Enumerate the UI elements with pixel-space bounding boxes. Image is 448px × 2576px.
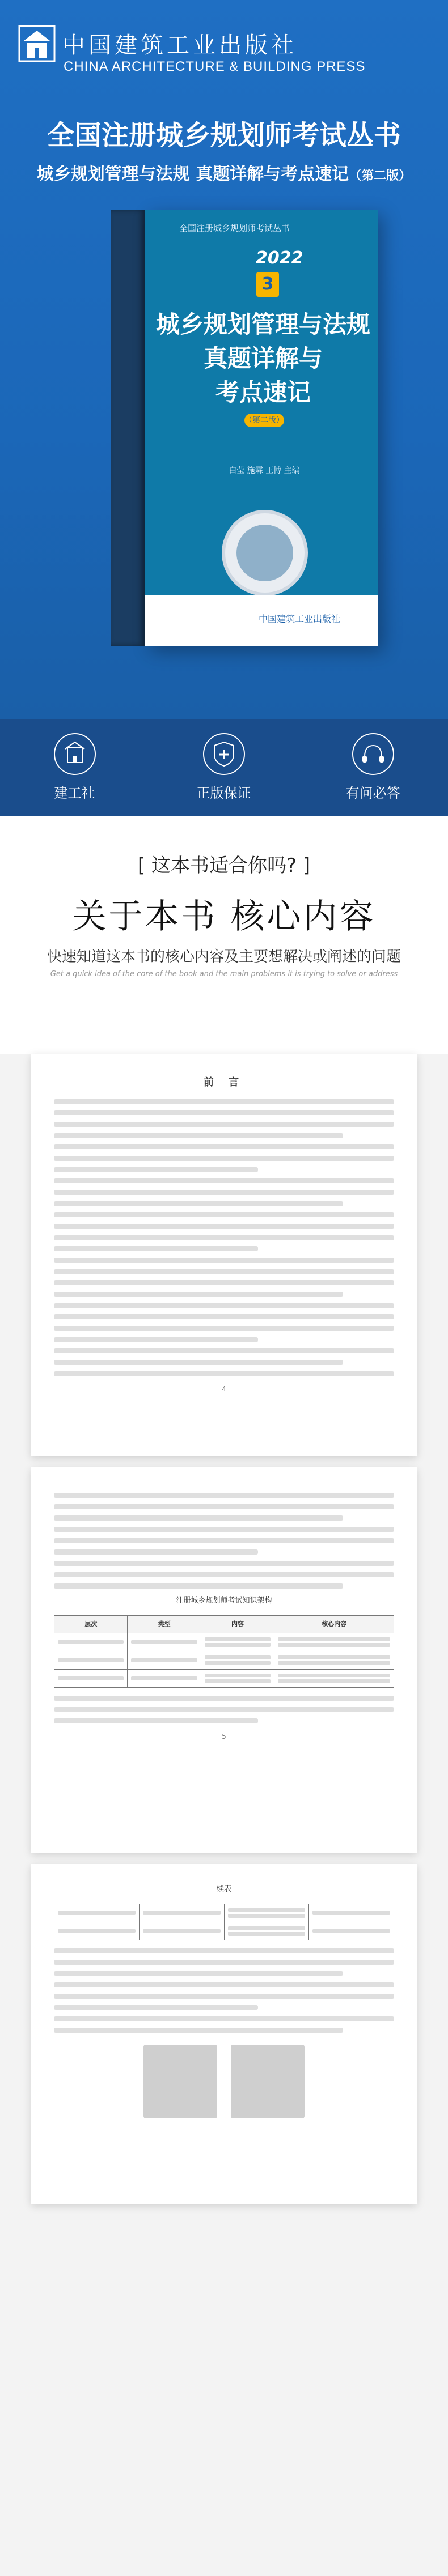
table-row xyxy=(54,1904,394,1922)
preface-heading: 前 言 xyxy=(203,1076,245,1088)
table-header: 内容 xyxy=(201,1616,274,1633)
cover-publisher: 中国建筑工业出版社 xyxy=(259,614,341,624)
page-number: 5 xyxy=(222,1732,226,1740)
publisher-name-cn: 中国建筑工业出版社 xyxy=(62,32,297,58)
qr-codes xyxy=(54,2039,394,2128)
qr-code-image xyxy=(143,2045,217,2118)
cover-title-line3: 考点速记 xyxy=(215,378,311,406)
feature-jiangongshe xyxy=(0,719,149,816)
table-header: 核心内容 xyxy=(274,1616,394,1633)
table-row xyxy=(54,1633,394,1651)
table-title: 续表 xyxy=(216,1885,231,1893)
preview-pages xyxy=(0,1054,448,1467)
section-lead-en: Get a quick idea of the core of the book and the main problems it is trying to solve or address xyxy=(50,970,398,978)
section-bracket-title: [ 这本书适合你吗? ] xyxy=(137,854,311,877)
cover-title-line1: 城乡规划管理与法规 xyxy=(155,310,370,338)
cover-edition: （第二版） xyxy=(244,414,284,427)
building-icon xyxy=(54,733,96,775)
series-title: 全国注册城乡规划师考试丛书 xyxy=(47,120,401,151)
preview-page-2-wrap xyxy=(0,1467,448,1864)
book-cover-image xyxy=(111,210,378,646)
table-row xyxy=(54,1651,394,1670)
publisher-logo-icon xyxy=(17,24,57,63)
feature-authentic xyxy=(149,719,298,816)
hero-banner xyxy=(0,0,448,719)
table-header: 类型 xyxy=(128,1616,201,1633)
architecture-table xyxy=(54,1615,394,1688)
book-spine xyxy=(111,210,145,646)
feature-label: 正版保证 xyxy=(196,785,251,801)
qr-code-image xyxy=(231,2045,305,2118)
preview-page-3-wrap xyxy=(0,1864,448,2215)
table-row xyxy=(54,1922,394,1940)
cover-title-line2: 真题详解与 xyxy=(203,344,323,372)
section-lead: 快速知道这本书的核心内容及主要想解决或阐述的问题 xyxy=(47,948,401,965)
feature-label: 建工社 xyxy=(54,785,95,801)
page-number: 4 xyxy=(222,1385,226,1393)
feature-qa xyxy=(298,719,447,816)
preview-page-continued xyxy=(31,1864,417,2204)
cover-bottom-band xyxy=(145,595,378,646)
preview-page-preface xyxy=(31,1054,417,1456)
shield-plus-icon xyxy=(203,733,245,775)
sub-title-text: 城乡规划管理与法规 真题详解与考点速记 xyxy=(36,164,349,184)
section-big-title: 关于本书 核心内容 xyxy=(72,897,376,936)
cover-year: 2022 xyxy=(256,248,303,268)
feature-strip xyxy=(0,719,448,816)
preview-page-architecture xyxy=(31,1467,417,1853)
cover-volume-number: 3 xyxy=(256,272,279,297)
cover-seal-image xyxy=(222,510,308,596)
sub-title xyxy=(0,160,448,185)
sub-title-edition: （第二版） xyxy=(349,169,412,183)
table-title: 注册城乡规划师考试知识架构 xyxy=(176,1596,272,1605)
cover-authors: 白莹 施霖 王博 主编 xyxy=(229,466,300,475)
publisher-name-en: CHINA ARCHITECTURE & BUILDING PRESS xyxy=(64,59,366,74)
table-row xyxy=(54,1670,394,1688)
book-front-cover xyxy=(145,210,378,646)
continued-table xyxy=(54,1904,394,1940)
headset-icon xyxy=(352,733,394,775)
table-header: 层次 xyxy=(54,1616,128,1633)
book-intro-section xyxy=(0,816,448,1054)
feature-label: 有问必答 xyxy=(345,785,400,801)
cover-series: 全国注册城乡规划师考试丛书 xyxy=(179,223,290,233)
